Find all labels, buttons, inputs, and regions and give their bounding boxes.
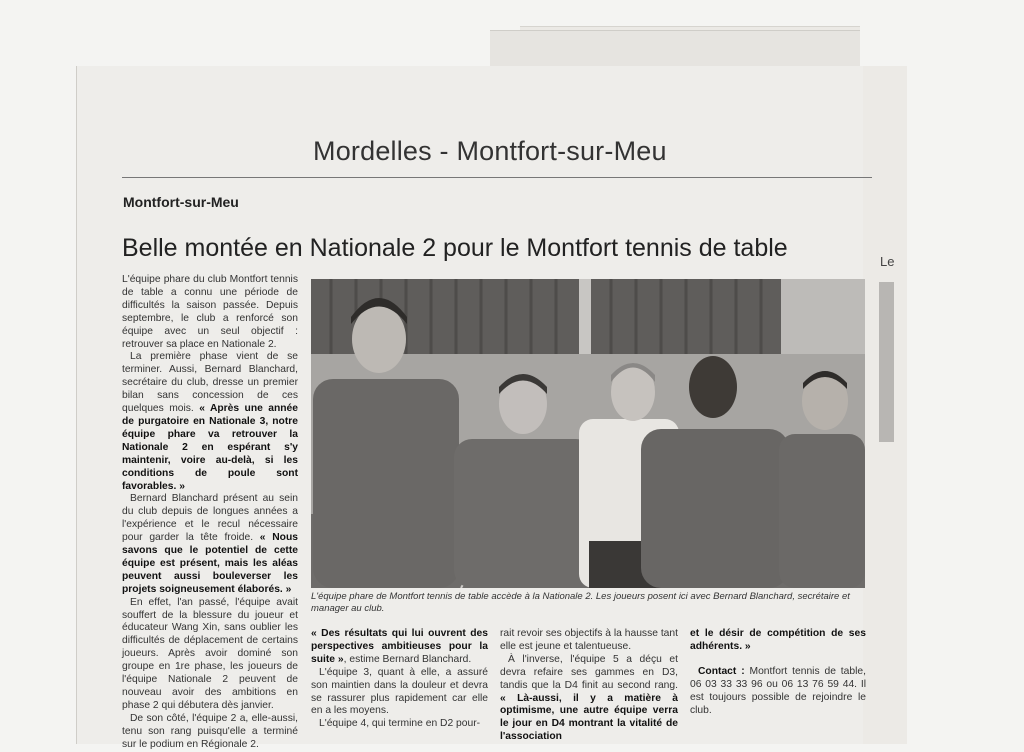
contact-details: Montfort tennis de table, 06 03 33 33 96 ou 06 13 76 59 44. Il est toujours possible de rejoindre le club. <box>690 665 866 716</box>
article-column-1 <box>122 274 298 750</box>
paragraph: De son côté, l'équipe 2 a, elle-aussi, tenu son rang puisqu'elle a terminé sur le podium en Régionale 2. <box>122 712 298 750</box>
paragraph: « Des résultats qui lui ouvrent des perspectives ambitieuses pour la suite », estime Bernard Blanchard. <box>311 628 488 665</box>
article-column-4 <box>690 628 866 717</box>
paragraph <box>690 628 866 654</box>
team-photo <box>311 279 865 588</box>
page-header: Mordelles - Montfort-sur-Meu <box>313 136 667 166</box>
quote: et le désir de compétition de ses adhérents. » <box>690 628 866 652</box>
team-photo-illustration <box>311 279 865 588</box>
adjacent-headline-fragment: Le <box>880 254 895 269</box>
section-label: Montfort-sur-Meu <box>123 194 239 210</box>
adjacent-photo-fragment <box>879 282 894 442</box>
article-headline: Belle montée en Nationale 2 pour le Montfort tennis de table <box>122 234 788 262</box>
header-rule <box>122 177 872 178</box>
paragraph: Bernard Blanchard présent au sein du club depuis de longues années a l'expérience et le recul nécessaire pour garder la tête froide. « Nous savons que le potentiel de cette équipe est présent, mais les aléas peuvent aussi bouleverser les projets soigneusement élaborés. » <box>122 493 298 595</box>
paragraph: La première phase vient de se terminer. Aussi, Bernard Blanchard, secrétaire du club, dresse un premier bilan sans concession de ces quelques mois. « Après une année de purgatoire en Nationale 3, notre équipe phare va retrouver la Nationale 2 en espérant s'y maintenir, voire au-delà, si les conditions de poule sont favorables. » <box>122 351 298 492</box>
contact-label: Contact : <box>698 665 745 677</box>
paragraph: L'équipe 4, qui termine en D2 pour- <box>319 718 481 730</box>
paragraph: L'équipe phare du club Montfort tennis de table a connu une période de difficultés la saison passée. Depuis septembre, le club a renforcé son équipe avec un seul objectif : retrouver sa place en Nationale 2. <box>122 274 298 350</box>
quote: « Après une année de purgatoire en Nationale 3, notre équipe phare va retrouver la Nationale 2 en espérant s'y maintenir, voire au-delà, si les conditions de poule sont favorables. » <box>122 403 298 492</box>
contact-paragraph <box>690 666 866 718</box>
paragraph: L'équipe 3, quant à elle, a assuré son maintien dans la douleur et devra se rassurer plus rapidement car elle en a les moyens. <box>311 666 488 717</box>
quote: « Nous savons que le potentiel de cette équipe est présent, mais les aléas peuvent aussi bouleverser les projets soigneusement élaborés. » <box>122 532 298 595</box>
quote: « Là-aussi, il y a matière à optimisme, une autre équipe verra le jour en D4 montrant la vitalité de l'association <box>500 692 678 743</box>
article-column-3 <box>500 628 678 744</box>
photo-caption: L'équipe phare de Montfort tennis de table accède à la Nationale 2. Les joueurs posent ici avec Bernard Blanchard, secrétaire et manager au club. <box>311 591 850 614</box>
quote: « Des résultats qui lui ouvrent des perspectives ambitieuses pour la suite » <box>311 628 488 665</box>
paragraph: rait revoir ses objectifs à la hausse tant elle est jeune et talentueuse. <box>500 628 678 652</box>
paragraph: En effet, l'an passé, l'équipe avait souffert de la blessure du joueur et éducateur Wang Xin, sans oublier les difficultés de déplacement de certains joueurs. Après avoir dominé son groupe en 1re phase, les joueurs de l'équipe Nationale 2 peuvent de nouveau avoir des ambitions en phase 2 qui débutera dès janvier. <box>122 596 298 711</box>
article-column-2 <box>311 628 488 731</box>
paragraph: À l'inverse, l'équipe 5 a déçu et devra refaire ses gammes en D3, tandis que la D4 finit au second rang. « Là-aussi, il y a matière à optimisme, une autre équipe verra le jour en D4 montrant la vitalité de l'association <box>500 653 678 743</box>
